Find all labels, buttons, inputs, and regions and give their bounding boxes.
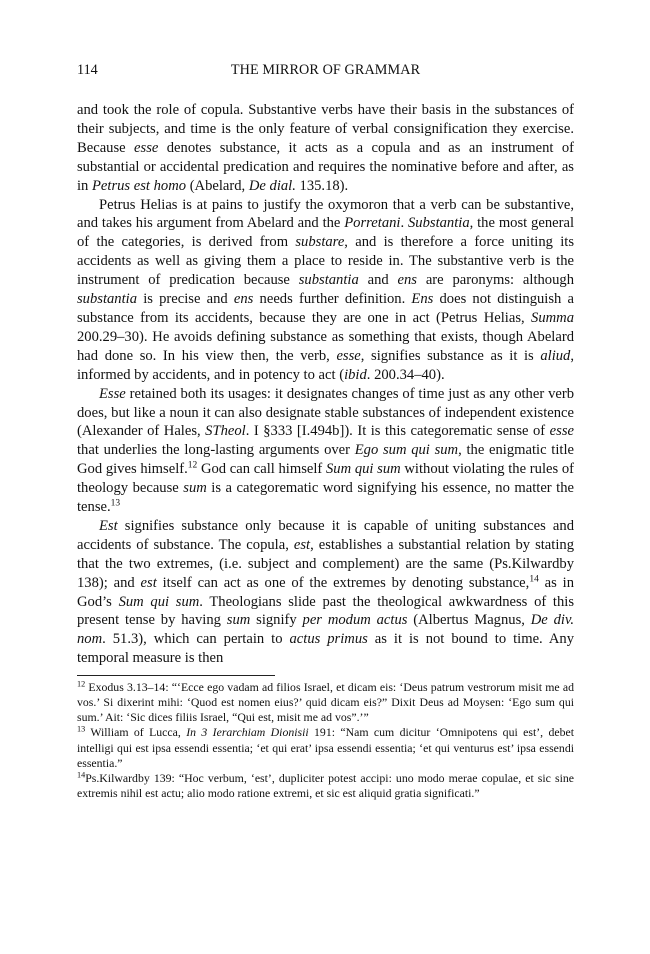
text-run: (Abelard, — [186, 177, 249, 194]
italic-term: Sum qui sum — [118, 593, 200, 610]
footnote-number: 13 — [77, 724, 86, 734]
italic-term: Porretani — [344, 215, 401, 232]
footnote-14 — [77, 771, 574, 801]
italic-term: est — [140, 574, 157, 591]
text-run: does not distinguish a substance from its accidents, because they are one in act (Petrus Helias, — [77, 291, 574, 326]
text-run: needs further definition. — [253, 291, 412, 308]
italic-term: STheol — [205, 423, 246, 440]
italic-term: substare — [295, 234, 345, 251]
text-run: , signifies substance as it is — [360, 347, 541, 364]
text-run: that underlies the long-lasting arguments over — [77, 442, 355, 459]
italic-term: actus primus — [289, 631, 368, 648]
italic-term: Summa — [531, 309, 574, 326]
footnotes — [77, 680, 574, 801]
italic-term: esse — [134, 139, 159, 156]
footnote-ref-14[interactable]: 14 — [529, 574, 539, 585]
text-run: is a categorematic word signifying his essence, no matter the tense. — [77, 480, 574, 516]
italic-term: ens — [233, 291, 254, 308]
text-run: , the most general of the categories, is derived from — [77, 215, 574, 251]
footnote-divider — [77, 675, 275, 676]
text-run: and — [358, 272, 398, 289]
running-head — [77, 60, 574, 80]
text-run: Petrus Helias is at pains to justify the oxymoron that a verb can be substantive, and takes his argument from Abelard and the — [77, 196, 574, 232]
text-run: 200.29–30). He avoids defining substance as something that exists, though Abelard had done so. In his view then, the verb, — [77, 328, 574, 364]
italic-term: Ego sum qui sum — [354, 442, 459, 459]
italic-term: ens — [397, 272, 417, 289]
text-run: , informed by accidents, and in potency to act ( — [77, 347, 575, 383]
italic-term: De div. nom — [77, 612, 574, 648]
italic-term: sum — [183, 480, 207, 497]
text-run: signify — [250, 612, 303, 629]
italic-term: aliud — [540, 347, 571, 364]
text-run: . I §333 [I.494b]). It is this categorematic sense of — [245, 423, 550, 440]
italic-term: per modum actus — [302, 612, 408, 629]
italic-term: Esse — [99, 385, 126, 402]
text-run: . 51.3), which can pertain to — [102, 631, 290, 648]
text-run: as it is not bound to time. Any temporal measure is then — [77, 631, 575, 667]
footnote-ref-12[interactable]: 12 — [187, 460, 198, 471]
italic-term: est — [293, 536, 311, 553]
text-run: , establishes a substantial relation by stating that the two extremes, (i.e. subject and complement) are the same (Ps.Kilwardby 138); and — [77, 536, 574, 591]
text-run: God can call himself — [197, 461, 326, 478]
italic-term: substantia — [77, 291, 138, 308]
footnote-12 — [77, 680, 574, 725]
text-run: without violating the rules of theology because — [77, 461, 575, 497]
paragraph-1 — [77, 101, 574, 196]
italic-term: Substantia — [408, 215, 470, 232]
text-run: denotes substance, it acts as a copula and as an instrument of substantial or accidental predication and requires the nominative before and after, as in — [77, 139, 574, 194]
text-run: as in God’s — [77, 574, 574, 610]
paragraph-3 — [77, 385, 574, 517]
text-run: 135.18). — [295, 177, 349, 194]
paragraph-4 — [77, 517, 574, 668]
body-text — [77, 101, 574, 668]
italic-term: esse — [336, 347, 361, 364]
italic-term: ibid — [344, 366, 367, 383]
text-run: . Theologians slide past the theological awkwardness of this present tense by having — [77, 593, 575, 629]
italic-term: Est — [99, 517, 118, 534]
text-run: and took the role of copula. Substantive verbs have their basis in the substances of their subjects, and time is the only feature of verbal consignification they exercise. Because — [77, 102, 574, 156]
italic-term: Sum qui sum — [325, 461, 401, 478]
footnote-number: 14 — [77, 770, 86, 780]
text-run: itself can act as one of the extremes by denoting substance, — [156, 574, 530, 591]
italic-term: substantia — [298, 272, 359, 289]
text-run: retained both its usages: it designates changes of time just as any other verb does, but like a noun it can also designate stable substances of independent existence (Alexander of Hales, — [77, 385, 574, 440]
paragraph-2 — [77, 196, 574, 385]
footnote-13 — [77, 725, 574, 770]
text-run: is precise and — [137, 291, 234, 308]
text-run: (Albertus Magnus, — [407, 612, 531, 629]
italic-term: Ens — [411, 291, 434, 308]
italic-term: esse — [549, 423, 574, 440]
footnote-text: William of Lucca, — [85, 725, 187, 740]
text-run: , and is therefore a force uniting its accidents as well as giving them a place to reside in. The substantive verb is the instrument of predication because — [77, 234, 574, 289]
text-run: . — [400, 215, 408, 232]
text-run: , the enigmatic title God gives himself. — [77, 442, 574, 478]
book-page — [77, 60, 574, 801]
text-run: signifies substance only because it is capable of uniting substances and accidents of substance. The copula, — [77, 517, 574, 553]
italic-term: sum — [226, 612, 251, 629]
italic-term: De dial. — [248, 177, 296, 194]
italic-term: In 3 Ierarchiam Dionisii — [186, 725, 309, 740]
footnote-number: 12 — [77, 679, 86, 689]
footnote-text: Ps.Kilwardby 139: “Hoc verbum, ‘est’, dupliciter potest accipi: uno modo merae copulae, et sic sine extremis nihil est actu; alio modo ratione extremi, et sic est aliquid gratia significati.” — [77, 770, 574, 800]
italic-term: Petrus est homo — [92, 177, 187, 194]
footnote-text: Exodus 3.13–14: “‘Ecce ego vadam ad filios Israel, et dicam eis: ‘Deus patrum vestrorum misit me ad vos.’ Si dixerint mihi: ‘Quod est nomen eius?’ quid dicam eis?” Dixit Deus ad Moysen: ‘Ego sum qui sum.’ Ait: ‘Sic dices filiis Israel, “Qui est, misit me ad vos”.’” — [77, 680, 574, 725]
footnote-text: 191: “Nam cum dicitur ‘Omnipotens qui est’, debet intelligi qui est ipsa essendi essentia; ‘et qui erat’ ipsa essendi essentia; ‘et qui venturus est’ ipsa essendi essentia.” — [77, 725, 575, 770]
text-run: are paronyms: although — [416, 272, 574, 289]
footnote-ref-13[interactable]: 13 — [110, 498, 121, 509]
page-number: 114 — [77, 62, 98, 78]
text-run: . 200.34–40). — [366, 366, 445, 383]
running-title: THE MIRROR OF GRAMMAR — [230, 62, 421, 78]
